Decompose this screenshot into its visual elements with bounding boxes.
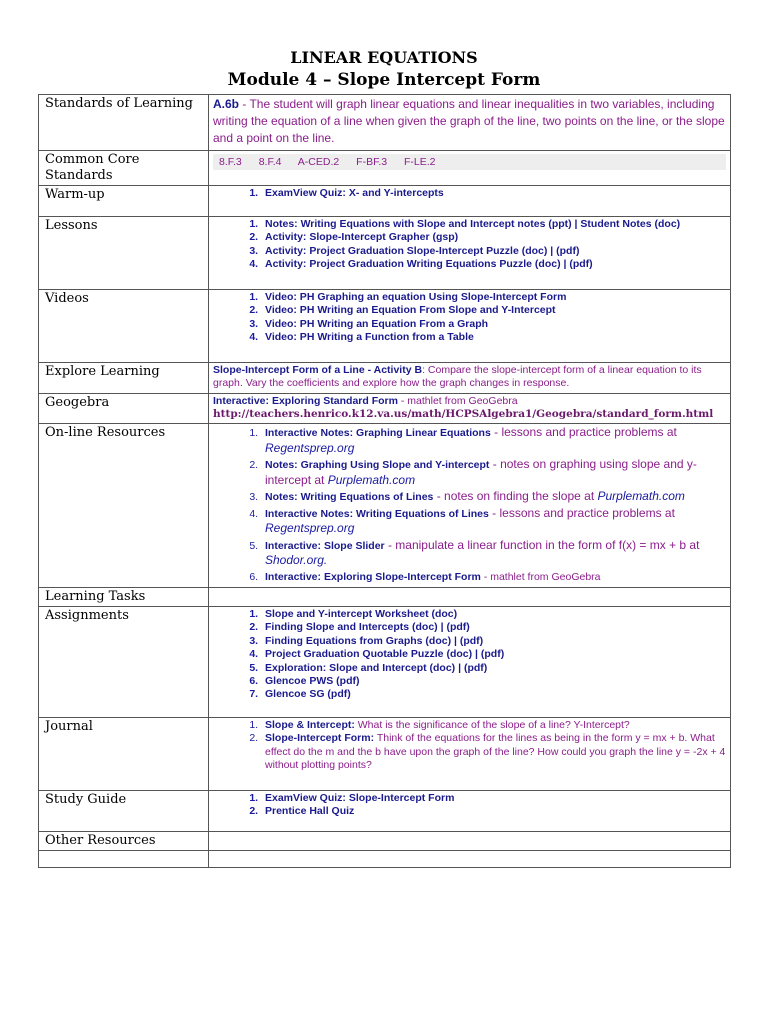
- sol-text: The student will graph linear equations and linear inequalities in two variables, including writing the equation of a line when given the graph of the line, two points on the line, or the slope and a point on the line.: [213, 97, 725, 145]
- assignment-link[interactable]: 7. Glencoe SG (pdf): [261, 688, 726, 701]
- explore-cell: [209, 363, 731, 394]
- online-desc: - mathlet from GeoGebra: [480, 570, 601, 583]
- journal-text: Think of the equations for the lines as being in the form y = mx + b. What effect do the m and the b have upon the graph of the line? How could you graph the line y = -2x + 4 without plotting points?: [265, 732, 726, 772]
- online-desc: - lessons and practice problems at: [488, 505, 675, 520]
- online-cell: [209, 424, 731, 588]
- lessons-cell: [209, 217, 731, 290]
- online-link[interactable]: Notes: Graphing Using Slope and Y-intercept: [265, 459, 490, 471]
- journal-link[interactable]: Slope-Intercept Form:: [265, 732, 375, 745]
- row-label: Common Core Standards: [39, 151, 209, 186]
- explore-text: : Compare the slope-intercept form of a linear equation to its graph. Vary the coefficients and explore how the graph changes in response.: [213, 364, 702, 389]
- online-item: [261, 457, 726, 488]
- row-study-guide: [39, 791, 731, 832]
- ccs-item[interactable]: 8.F.4: [258, 156, 282, 168]
- row-online: [39, 424, 731, 588]
- row-geogebra: [39, 394, 731, 424]
- warmup-cell: [209, 186, 731, 217]
- online-item: [261, 425, 726, 456]
- document-title: LINEAR EQUATIONS: [290, 48, 478, 67]
- sol-code: A.6b: [213, 97, 240, 111]
- online-item: [261, 538, 726, 569]
- warmup-link[interactable]: 1. ExamView Quiz: X- and Y-intercepts: [261, 187, 726, 200]
- row-label: Assignments: [39, 607, 209, 718]
- ccs-item[interactable]: A-CED.2: [297, 156, 340, 168]
- geogebra-text: - mathlet from GeoGebra: [397, 395, 518, 407]
- journal-item: [261, 719, 726, 732]
- online-site[interactable]: Shodor.org.: [265, 553, 328, 567]
- online-desc: - notes on finding the slope at: [433, 489, 598, 503]
- online-link[interactable]: Interactive Notes: Writing Equations of Lines: [265, 507, 489, 520]
- online-link[interactable]: Notes: Writing Equations of Lines: [265, 491, 434, 503]
- geogebra-link[interactable]: Interactive: Exploring Standard Form: [213, 395, 398, 407]
- row-explore: [39, 363, 731, 394]
- ccs-item[interactable]: 8.F.3: [219, 156, 242, 168]
- study-cell: [209, 791, 731, 832]
- online-site[interactable]: Regentsprep.org: [265, 521, 355, 535]
- row-label: Journal: [39, 718, 209, 791]
- journal-text: What is the significance of the slope of a line? Y-Intercept?: [354, 719, 630, 731]
- online-item: [261, 506, 726, 537]
- video-link[interactable]: 2. Video: PH Writing an Equation From Slope and Y-Intercept: [261, 304, 726, 317]
- lesson-link[interactable]: 1. Notes: Writing Equations with Slope and Intercept notes (ppt) | Student Notes (doc): [261, 218, 726, 231]
- module-table: [38, 94, 731, 868]
- online-site[interactable]: Regentsprep.org: [265, 440, 355, 455]
- video-link[interactable]: 3. Video: PH Writing an Equation From a Graph: [261, 318, 726, 331]
- online-site[interactable]: Purplemath.com: [327, 472, 416, 487]
- assignment-link[interactable]: 2. Finding Slope and Intercepts (doc) | (pdf): [261, 621, 726, 634]
- online-desc: - lessons and practice problems at: [490, 425, 677, 439]
- row-journal: [39, 718, 731, 791]
- row-lessons: [39, 217, 731, 290]
- videos-cell: [209, 290, 731, 363]
- tasks-cell: [209, 588, 731, 607]
- assignment-link[interactable]: 4. Project Graduation Quotable Puzzle (doc) | (pdf): [261, 648, 726, 661]
- assignment-link[interactable]: 1. Slope and Y-intercept Worksheet (doc): [261, 608, 726, 621]
- row-label: Learning Tasks: [39, 588, 209, 607]
- video-link[interactable]: 1. Video: PH Graphing an equation Using Slope-Intercept Form: [261, 291, 726, 304]
- row-label: Lessons: [39, 217, 209, 290]
- assignment-link[interactable]: 5. Exploration: Slope and Intercept (doc) | (pdf): [261, 662, 726, 675]
- row-tasks: [39, 588, 731, 607]
- study-link[interactable]: 1. ExamView Quiz: Slope-Intercept Form: [261, 792, 726, 805]
- geogebra-cell: [209, 394, 731, 424]
- assignment-link[interactable]: 6. Glencoe PWS (pdf): [261, 675, 726, 688]
- online-desc: - notes on graphing using slope and y-intercept at: [265, 457, 697, 487]
- assignments-cell: [209, 607, 731, 718]
- sol-separator: -: [239, 97, 250, 111]
- row-assignments: [39, 607, 731, 718]
- row-other: [39, 832, 731, 851]
- row-label: On-line Resources: [39, 424, 209, 588]
- online-site[interactable]: Purplemath.com: [597, 489, 685, 503]
- online-link[interactable]: Interactive: Exploring Slope-Intercept Form: [265, 570, 481, 583]
- empty-cell: [39, 851, 209, 868]
- assignment-link[interactable]: 3. Finding Equations from Graphs (doc) | (pdf): [261, 635, 726, 648]
- row-warmup: [39, 186, 731, 217]
- geogebra-url[interactable]: http://teachers.henrico.k12.va.us/math/HCPSAlgebra1/Geogebra/standard_form.html: [213, 408, 714, 420]
- online-link[interactable]: Interactive Notes: Graphing Linear Equations: [265, 427, 491, 439]
- online-link[interactable]: Interactive: Slope Slider: [265, 539, 385, 552]
- journal-cell: [209, 718, 731, 791]
- ccs-item[interactable]: F-LE.2: [404, 156, 436, 168]
- document-subtitle: Module 4 – Slope Intercept Form: [227, 70, 541, 90]
- row-label: Warm-up: [39, 186, 209, 217]
- online-item: [261, 570, 726, 585]
- empty-cell: [209, 851, 731, 868]
- lesson-link[interactable]: 2. Activity: Slope-Intercept Grapher (gsp): [261, 231, 726, 244]
- video-link[interactable]: 4. Video: PH Writing a Function from a Table: [261, 331, 726, 344]
- row-label: Study Guide: [39, 791, 209, 832]
- journal-item: [261, 732, 726, 772]
- row-videos: [39, 290, 731, 363]
- sol-cell: [209, 95, 731, 151]
- row-label: Other Resources: [39, 832, 209, 851]
- other-cell: [209, 832, 731, 851]
- row-ccs: [39, 151, 731, 186]
- explore-link[interactable]: Slope-Intercept Form of a Line - Activity B: [213, 364, 423, 376]
- study-link[interactable]: 2. Prentice Hall Quiz: [261, 805, 726, 818]
- row-label: Videos: [39, 290, 209, 363]
- online-desc: - manipulate a linear function in the form of f(x) = mx + b at: [384, 537, 700, 552]
- online-item: [261, 489, 726, 505]
- lesson-link[interactable]: 3. Activity: Project Graduation Slope-Intercept Puzzle (doc) | (pdf): [261, 245, 726, 258]
- ccs-list: [213, 154, 726, 170]
- ccs-cell: [209, 151, 731, 186]
- row-label: Geogebra: [39, 394, 209, 424]
- journal-link[interactable]: Slope & Intercept:: [265, 719, 355, 731]
- row-sol: [39, 95, 731, 151]
- row-empty: [39, 851, 731, 868]
- ccs-item[interactable]: F-BF.3: [356, 156, 388, 168]
- row-label: Standards of Learning: [39, 95, 209, 151]
- row-label: Explore Learning: [39, 363, 209, 394]
- lesson-link[interactable]: 4. Activity: Project Graduation Writing Equations Puzzle (doc) | (pdf): [261, 258, 726, 271]
